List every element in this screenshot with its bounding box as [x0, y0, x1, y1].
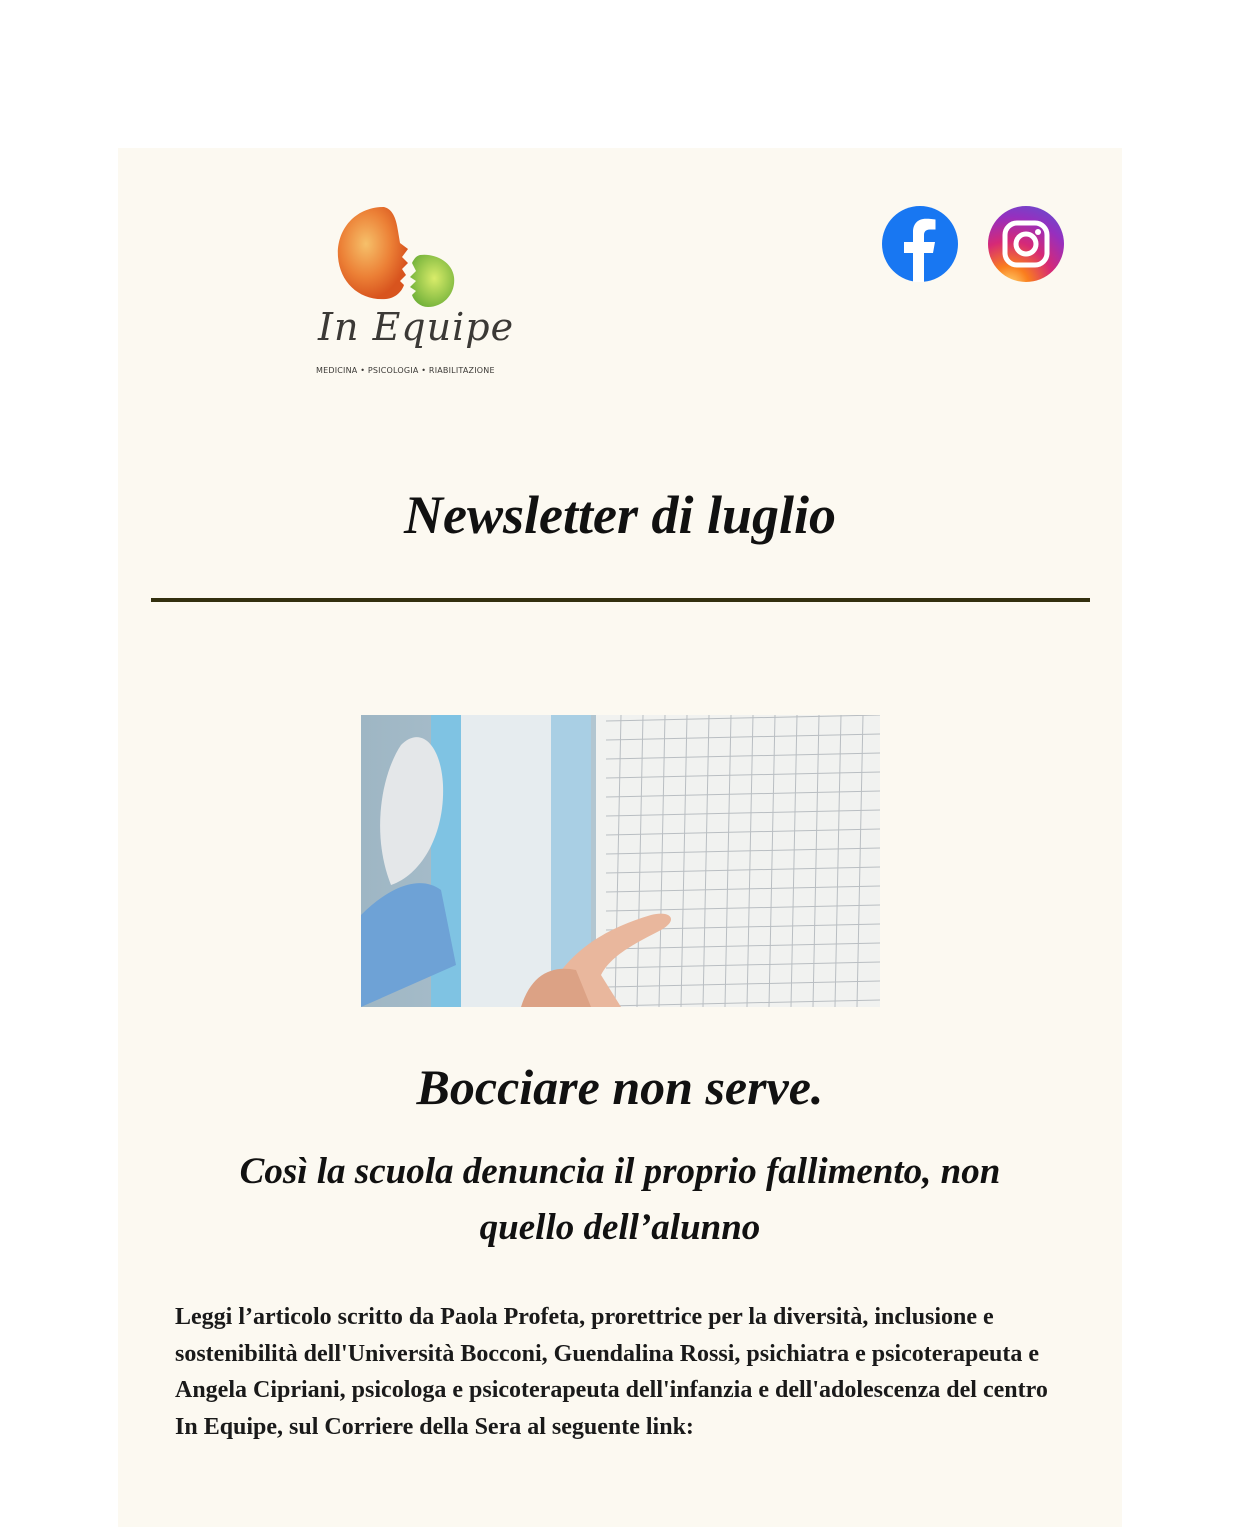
article-body: Leggi l’articolo scritto da Paola Profeta, prorettrice per la diversità, inclusione e sostenibilità dell'Università Bocconi, Guendalina Rossi, psichiatra e psicoterapeuta e Angela Cipriani, psicologa e psicoterapeuta dell'infanzia e dell'adolescenza del centro In Equipe, sul Corriere della Sera al seguente link: — [175, 1304, 1048, 1440]
instagram-icon[interactable] — [988, 206, 1064, 282]
article-headline: Bocciare non serve. — [416, 1059, 824, 1115]
logo-tagline: MEDICINA • PSICOLOGIA • RIABILITAZIONE — [316, 366, 495, 375]
school-results-board-photo — [361, 715, 880, 1007]
newsletter-title: Newsletter di luglio — [404, 485, 836, 545]
logo-wordmark: In Equipe — [318, 305, 515, 349]
logo-faces-icon — [316, 205, 482, 315]
facebook-icon[interactable] — [882, 206, 958, 282]
in-equipe-logo[interactable] — [316, 205, 515, 381]
article-subheadline: Così la scuola denuncia il proprio fallimento, non quello dell’alunno — [239, 1151, 1001, 1248]
divider — [151, 598, 1090, 602]
